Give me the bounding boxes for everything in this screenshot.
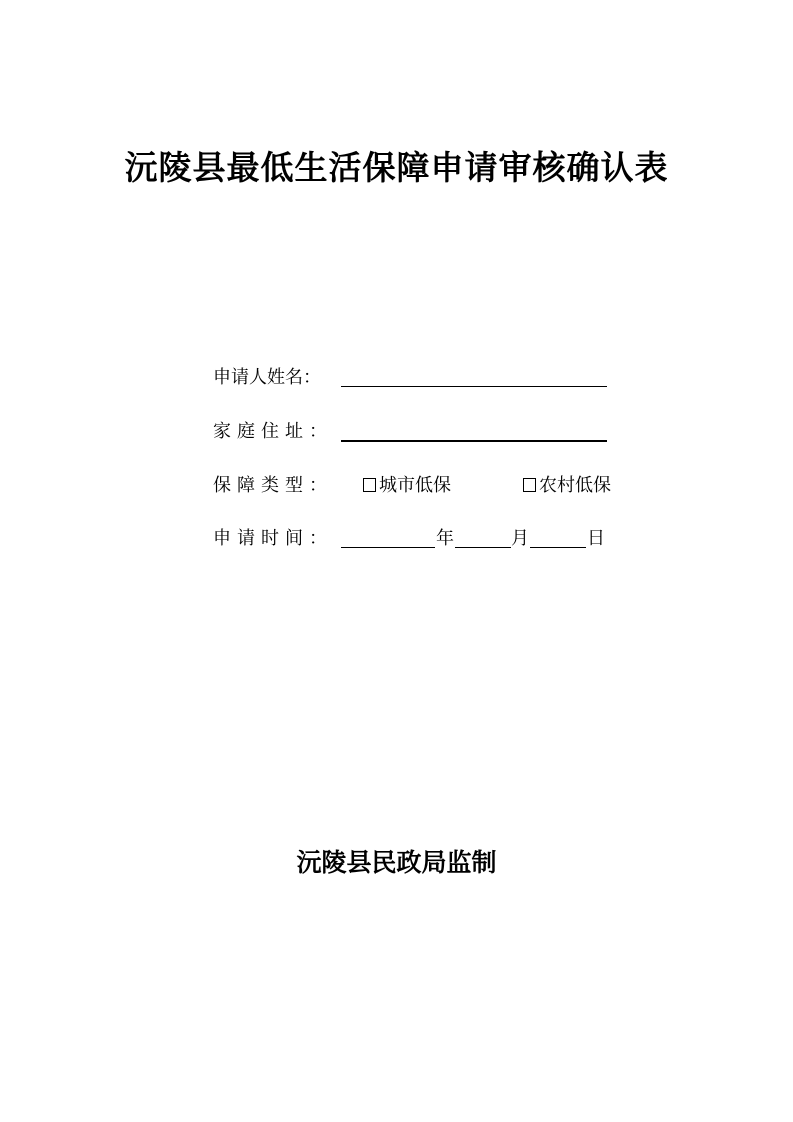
home-address-label: 家庭住址： (213, 421, 333, 442)
issuer-footer: 沅陵县民政局监制 (296, 848, 497, 877)
home-address-line[interactable] (341, 440, 607, 442)
day-line[interactable] (530, 547, 586, 548)
urban-option-label: 城市低保 (379, 475, 451, 496)
document-title: 沅陵县最低生活保障申请审核确认表 (124, 148, 669, 187)
rural-checkbox-icon[interactable] (523, 478, 536, 492)
month-line[interactable] (455, 547, 511, 548)
applicant-name-line[interactable] (341, 386, 607, 387)
urban-checkbox-icon[interactable] (363, 478, 376, 492)
support-type-label: 保障类型： (213, 475, 333, 496)
year-line[interactable] (341, 547, 435, 548)
year-unit: 年 (436, 528, 454, 549)
rural-option-label: 农村低保 (539, 475, 611, 496)
day-unit: 日 (587, 528, 605, 549)
urban-option[interactable] (363, 472, 451, 500)
support-type-row (213, 472, 633, 500)
application-date-label: 申请时间： (213, 528, 333, 549)
applicant-name-row (213, 364, 613, 392)
application-date-row (213, 525, 613, 553)
month-unit: 月 (511, 528, 529, 549)
rural-option[interactable] (523, 472, 611, 500)
home-address-row (213, 418, 613, 446)
applicant-name-label: 申请人姓名： (213, 367, 321, 388)
